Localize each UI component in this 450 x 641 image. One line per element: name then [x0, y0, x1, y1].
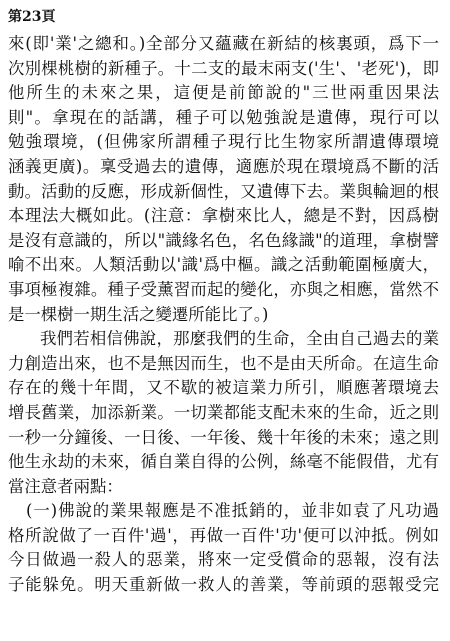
paragraph — [8, 499, 439, 597]
text-line: 本理法大概如此。(注意：拿樹來比人，總是不對，因爲樹 — [8, 206, 439, 226]
text-line: 今日做過一殺人的惡業，將來一定受償命的惡報，沒有法 — [8, 550, 439, 570]
body-text — [8, 32, 439, 598]
text-line: 存在的幾十年間，又不歇的被這業力所引，順應著環境去 — [8, 378, 439, 398]
text-line: 是一棵樹一期生活之變遷所能比了。) — [8, 304, 269, 324]
paragraph — [8, 32, 439, 327]
text-line: 他生永劫的未來，循自業自得的公例，絲毫不能假借，尤有 — [8, 452, 439, 472]
text-line: 來(即'業'之總和。)全部分又蘊藏在新結的核裏頭，爲下一 — [8, 34, 439, 53]
text-line: (一)佛說的業果報應是不准抵銷的，並非如袁了凡功過 — [26, 501, 439, 521]
text-line: 我們若相信佛說，那麼我們的生命，全由自己過去的業 — [40, 329, 439, 349]
text-line: 格所說做了一百件'過'，再做一百件'功'便可以沖抵。例如 — [8, 525, 439, 545]
page-number: 第23頁 — [8, 9, 56, 25]
text-line: 喻不出來。人類活動以'識'爲中樞。識之活動範圍極廣大， — [8, 255, 439, 275]
text-line: 是沒有意識的，所以"識緣名色，名色緣識"的道理，拿樹譬 — [8, 230, 439, 250]
text-line: 他所生的未來之果，這便是前節說的"三世兩重因果法 — [8, 83, 439, 103]
text-line: 次別棵桃樹的新種子。十二支的最末兩支('生'、'老死')，即 — [8, 58, 439, 78]
text-line: 子能躲免。明天重新做一救人的善業，等前頭的惡報受完 — [8, 575, 439, 595]
text-line: 力創造出來，也不是無因而生，也不是由天所命。在這生命 — [8, 353, 439, 373]
text-line: 涵義更廣)。稟受過去的遺傳，適應於現在環境爲不斷的活 — [8, 156, 439, 176]
text-line: 當注意者兩點： — [8, 476, 123, 496]
text-line: 一秒一分鐘後、一日後、一年後、幾十年後的未來；遠之則 — [8, 427, 439, 447]
text-line: 則"。拿現在的話講，種子可以勉強說是遺傳，現行可以 — [8, 107, 439, 127]
paragraph — [8, 327, 439, 499]
text-line: 增長舊業，加添新業。一切業都能支配未來的生命，近之則 — [8, 402, 439, 422]
text-line: 動。活動的反應，形成新個性，又遺傳下去。業與輪迴的根 — [8, 181, 439, 201]
text-line: 事項極複雜。種子受薰習而起的變化，亦與之相應，當然不 — [8, 279, 439, 299]
text-line: 勉強環境，(但佛家所謂種子現行比生物家所謂遺傳環境 — [8, 132, 439, 152]
